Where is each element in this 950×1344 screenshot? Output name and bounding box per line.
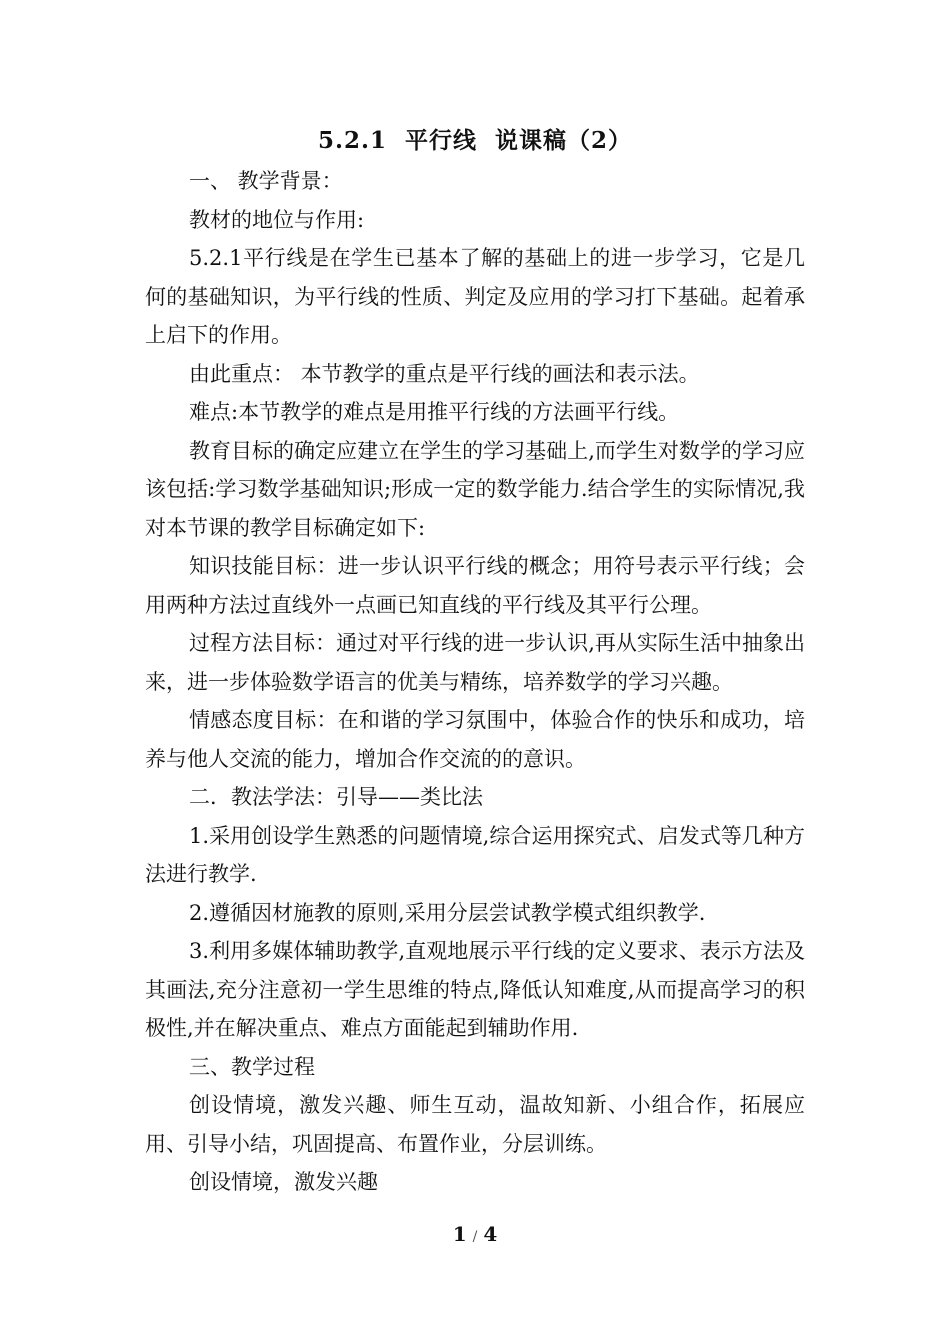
paragraph-step-1: 创设情境，激发兴趣 (189, 1170, 378, 1194)
paragraph-method-2: 2.遵循因材施教的原则,采用分层尝试教学模式组织教学. (189, 900, 706, 925)
paragraph-difficulty: 难点:本节教学的难点是用推平行线的方法画平行线。 (189, 400, 680, 424)
section-heading-background: 一、 教学背景： (189, 169, 343, 193)
paragraph-process-steps: 创设情境，激发兴趣、师生互动，温故知新、小组合作，拓展应用、引导小结，巩固提高、布置作业，分层训练。 (145, 1093, 805, 1156)
document-body (145, 162, 805, 1202)
subheading-role: 教材的地位与作用: (189, 207, 365, 232)
paragraph-attitude-goal: 情感态度目标：在和谐的学习氛围中，体验合作的快乐和成功，培养与他人交流的能力，增加合作交流的的意识。 (145, 708, 805, 771)
paragraph-knowledge-goal: 知识技能目标：进一步认识平行线的概念；用符号表示平行线；会用两种方法过直线外一点画已知直线的平行线及其平行公理。 (145, 554, 805, 617)
page-current: 1 (452, 1222, 467, 1246)
section-heading-methods: 二．教法学法：引导——类比法 (189, 785, 483, 809)
page-separator: / (472, 1229, 478, 1245)
paragraph-method-1: 1.采用创设学生熟悉的问题情境,综合运用探究式、启发式等几种方法进行教学. (145, 823, 805, 886)
page-number (0, 1222, 950, 1246)
paragraph-goals-intro: 教育目标的确定应建立在学生的学习基础上,而学生对数学的学习应该包括:学习数学基础知识;形成一定的数学能力.结合学生的实际情况,我对本节课的教学目标确定如下: (145, 438, 805, 540)
page-total: 4 (483, 1222, 498, 1246)
paragraph-key-point: 由此重点： 本节教学的重点是平行线的画法和表示法。 (189, 361, 700, 386)
section-heading-process: 三、教学过程 (189, 1054, 315, 1079)
paragraph-role: 5.2.1平行线是在学生已基本了解的基础上的进一步学习，它是几何的基础知识，为平行线的性质、判定及应用的学习打下基础。起着承上启下的作用。 (145, 246, 805, 347)
paragraph-method-3: 3.利用多媒体辅助教学,直观地展示平行线的定义要求、表示方法及其画法,充分注意初一学生思维的特点,降低认知难度,从而提高学习的积极性,并在解决重点、难点方面能起到辅助作用. (145, 939, 805, 1040)
page-title: 5.2.1 平行线 说课稿（2） (317, 127, 633, 154)
paragraph-process-goal: 过程方法目标：通过对平行线的进一步认识,再从实际生活中抽象出来，进一步体验数学语言的优美与精练，培养数学的学习兴趣。 (145, 631, 805, 694)
